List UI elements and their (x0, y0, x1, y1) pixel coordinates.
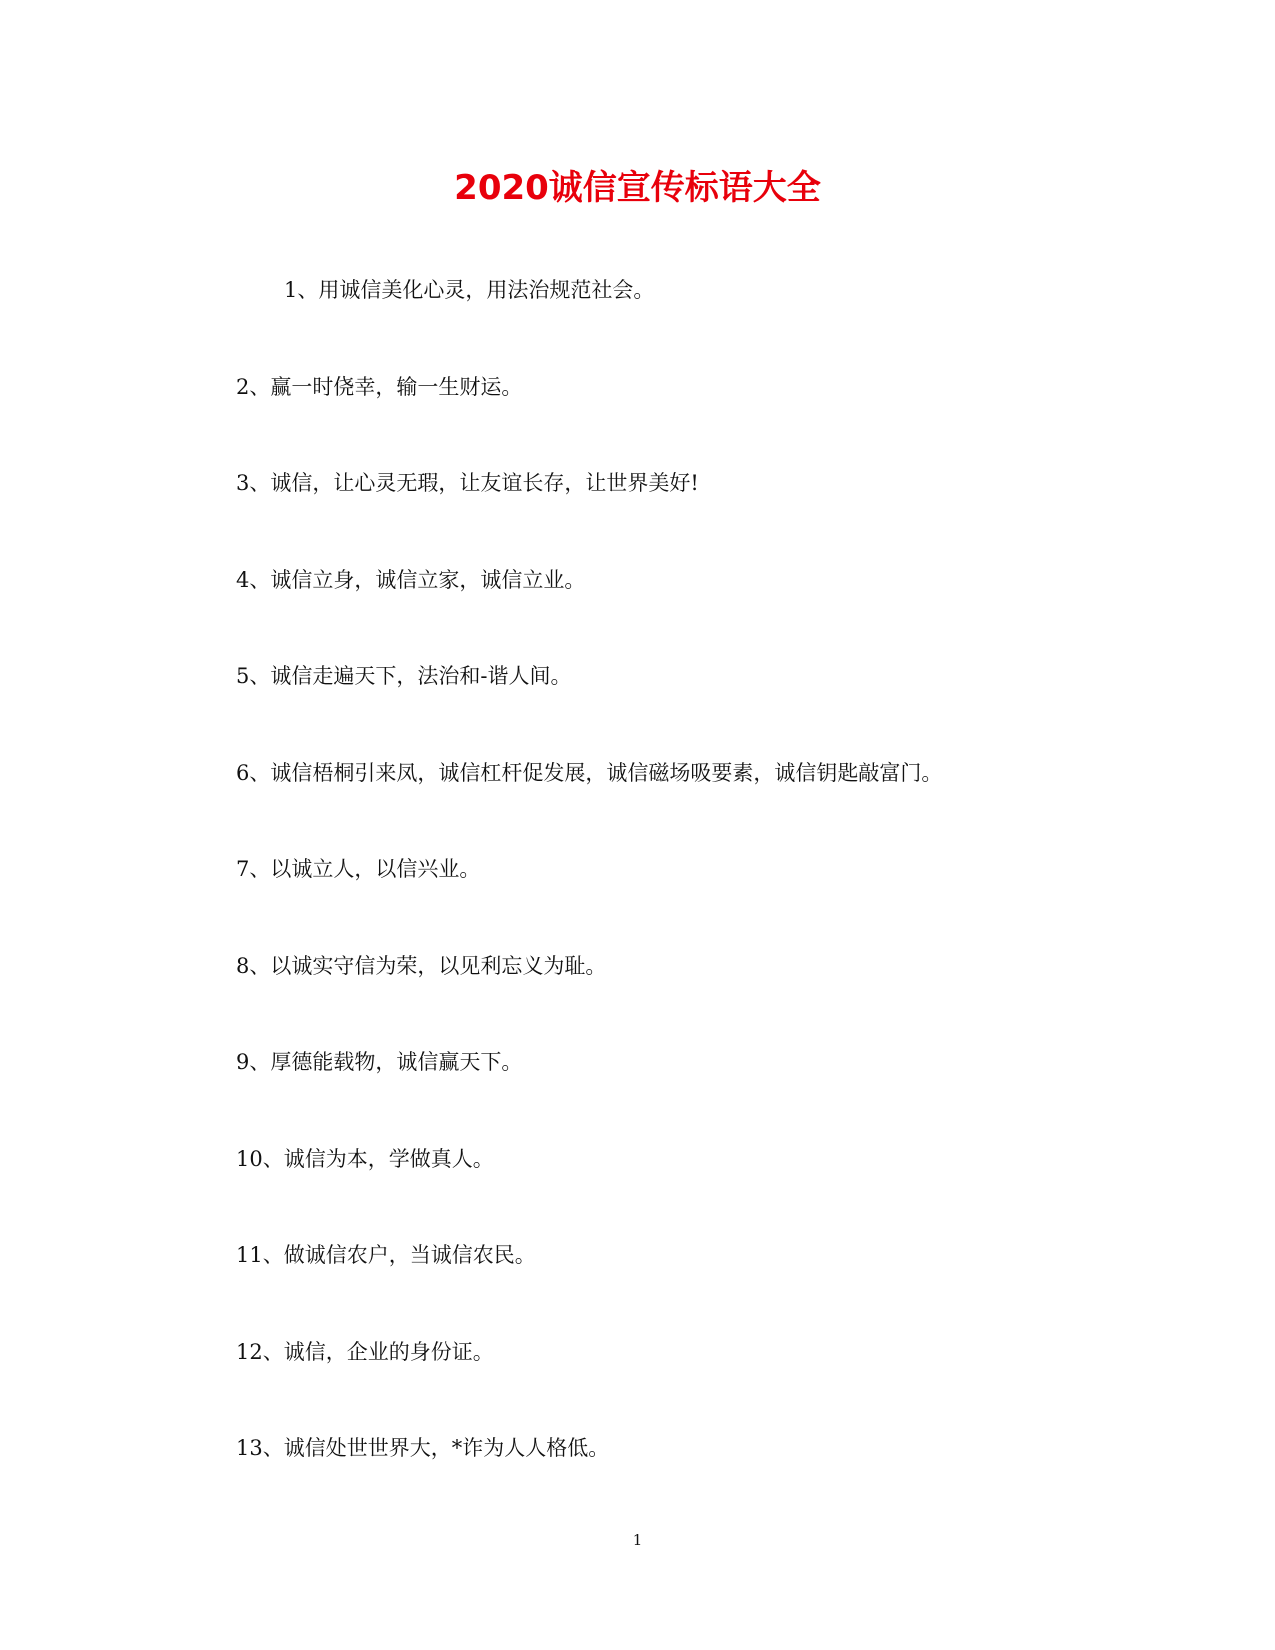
page-number: 1 (632, 1531, 643, 1549)
slogan-item-9: 9、厚德能载物，诚信赢天下。 (236, 1050, 523, 1074)
slogan-item-7: 7、以诚立人，以信兴业。 (236, 857, 481, 881)
slogan-item-5: 5、诚信走遍天下，法治和-谐人间。 (236, 664, 572, 688)
document-title: 2020诚信宣传标语大全 (454, 168, 821, 208)
slogan-item-8: 8、以诚实守信为荣，以见利忘义为耻。 (236, 953, 607, 978)
slogan-item-4: 4、诚信立身，诚信立家，诚信立业。 (236, 567, 586, 592)
slogan-item-13: 13、诚信处世世界大，*诈为人人格低。 (236, 1436, 610, 1460)
slogan-item-10: 10、诚信为本，学做真人。 (236, 1146, 494, 1171)
slogan-item-11: 11、做诚信农户，当诚信农民。 (236, 1243, 536, 1267)
slogan-item-1: 1、用诚信美化心灵，用法治规范社会。 (284, 278, 655, 302)
slogan-item-3: 3、诚信，让心灵无瑕，让友谊长存，让世界美好! (236, 471, 699, 495)
slogan-item-6: 6、诚信梧桐引来凤，诚信杠杆促发展，诚信磁场吸要素，诚信钥匙敲富门。 (236, 760, 943, 785)
slogan-list (236, 276, 1056, 1531)
slogan-item-2: 2、赢一时侥幸，输一生财运。 (236, 374, 523, 399)
slogan-item-12: 12、诚信，企业的身份证。 (236, 1339, 494, 1364)
